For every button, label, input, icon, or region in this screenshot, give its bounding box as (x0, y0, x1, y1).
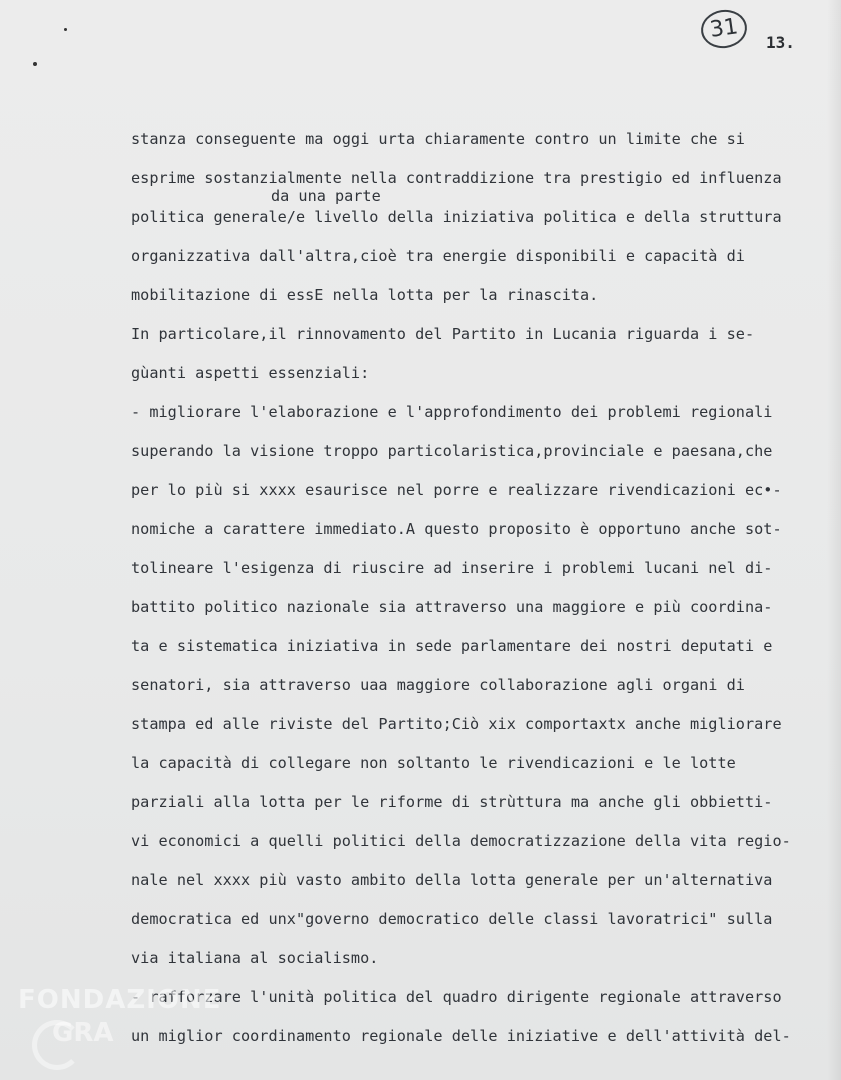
text-line: vi economici a quelli politici della democratizzazione della vita regio- (131, 832, 791, 850)
interline-insertion: da una parte (271, 187, 381, 205)
text-line: parziali alla lotta per le riforme di strùttura ma anche gli obbietti- (131, 793, 773, 811)
text-line: battito politico nazionale sia attraverso una maggiore e più coordina- (131, 598, 773, 616)
watermark-text-second: GRA (52, 1018, 114, 1048)
text-line: - rafforzare l'unità politica del quadro dirigente regionale attraverso (131, 988, 782, 1006)
text-line: nale nel xxxx più vasto ambito della lotta generale per un'alternativa (131, 871, 773, 889)
page-number: 13. (766, 33, 795, 52)
text-line: senatori, sia attraverso uaa maggiore collaborazione agli organi di (131, 676, 745, 694)
text-line: superando la visione troppo particolaristica,provinciale e paesana,che (131, 442, 773, 460)
text-line: democratica ed unx"governo democratico delle classi lavoratrici" sulla (131, 910, 773, 928)
text-line: stanza conseguente ma oggi urta chiaramente contro un limite che si (131, 130, 745, 148)
text-line: esprime sostanzialmente nella contraddizione tra prestigio ed influenza (131, 169, 782, 187)
text-line: In particolare,il rinnovamento del Partito in Lucania riguarda i se- (131, 325, 755, 343)
text-line: via italiana al socialismo. (131, 949, 379, 967)
watermark-text: FONDAZIONE (18, 985, 222, 1015)
text-line: la capacità di collegare non soltanto le rivendicazioni e le lotte (131, 754, 736, 772)
ink-speck (64, 28, 67, 31)
text-line: un miglior coordinamento regionale delle iniziative e dell'attività del- (131, 1027, 791, 1045)
text-line: stampa ed alle riviste del Partito;Ciò xix comportaxtx anche migliorare (131, 715, 782, 733)
page-edge-shadow (827, 0, 841, 1080)
text-line: nomiche a carattere immediato.A questo proposito è opportuno anche sot- (131, 520, 782, 538)
text-line: politica generale/e livello della iniziativa politica e della struttura (131, 208, 782, 226)
text-line: organizzativa dall'altra,cioè tra energie disponibili e capacità di (131, 247, 745, 265)
text-line: tolineare l'esigenza di riuscire ad inserire i problemi lucani nel di- (131, 559, 773, 577)
text-line: ta e sistematica iniziativa in sede parlamentare dei nostri deputati e (131, 637, 773, 655)
ink-speck (33, 62, 37, 66)
archive-number-circled: 31 (699, 7, 750, 51)
text-line: mobilitazione di essE nella lotta per la rinascita. (131, 286, 599, 304)
text-line: gùanti aspetti essenziali: (131, 364, 370, 382)
text-line: - migliorare l'elaborazione e l'approfondimento dei problemi regionali (131, 403, 773, 421)
text-line: per lo più si xxxx esaurisce nel porre e realizzare rivendicazioni ec•- (131, 481, 782, 499)
